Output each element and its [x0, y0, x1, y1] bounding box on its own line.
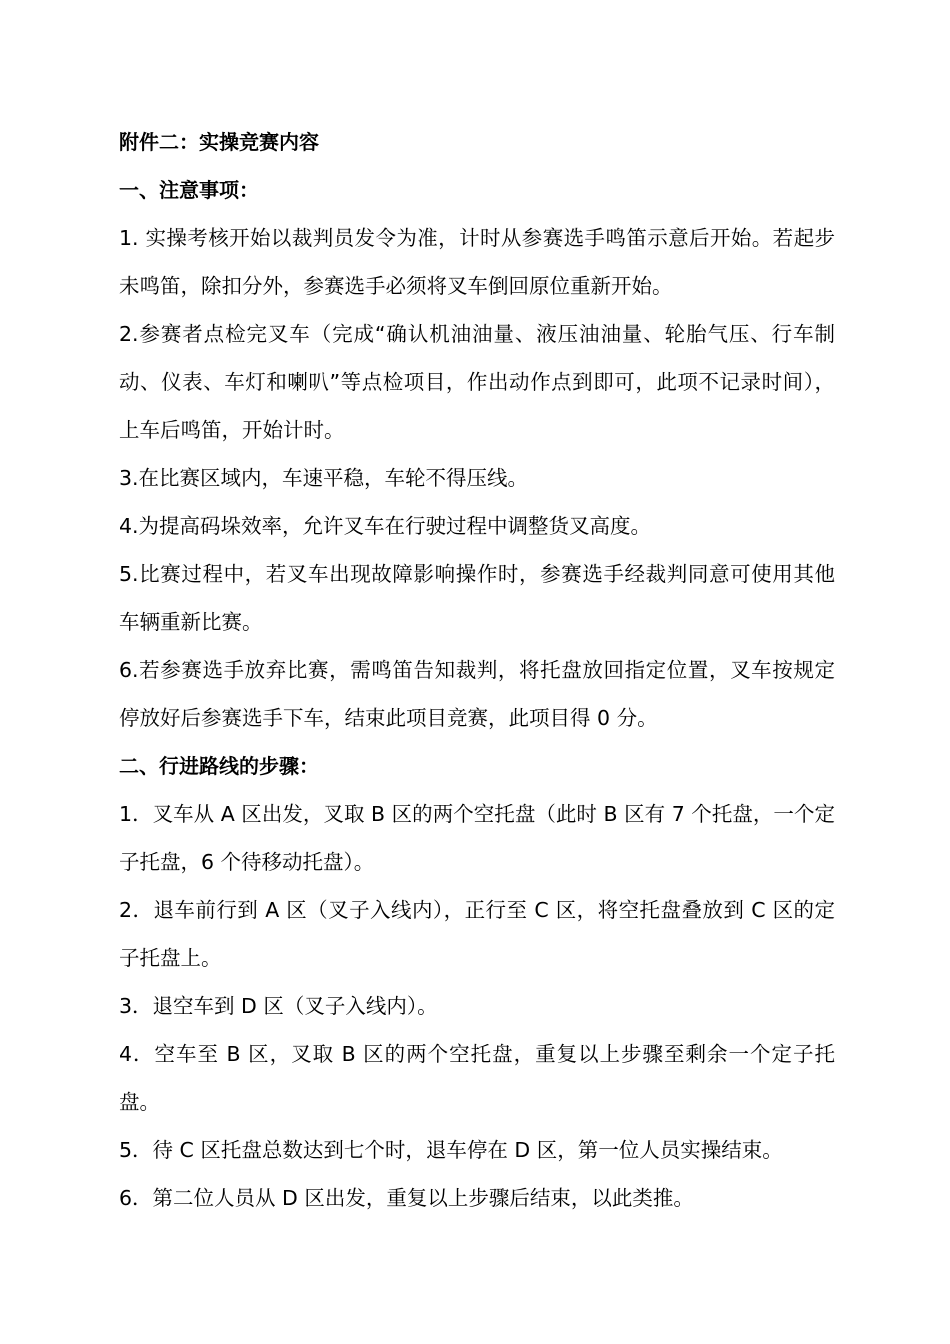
document-title: 附件二：实操竞赛内容 [119, 130, 319, 154]
route-step-4: 4．空车至 B 区，叉取 B 区的两个空托盘，重复以上步骤至剩余一个定子托盘。 [119, 1042, 835, 1114]
notes-item-5: 5.比赛过程中，若叉车出现故障影响操作时，参赛选手经裁判同意可使用其他车辆重新比赛。 [119, 562, 835, 634]
route-step-3: 3．退空车到 D 区（叉子入线内）。 [119, 994, 438, 1018]
route-step-1: 1．叉车从 A 区出发，叉取 B 区的两个空托盘（此时 B 区有 7 个托盘，一个定子托盘，6 个待移动托盘）。 [119, 802, 835, 874]
document-page [119, 118, 835, 1222]
notes-item-6: 6.若参赛选手放弃比赛，需鸣笛告知裁判，将托盘放回指定位置，叉车按规定停放好后参赛选手下车，结束此项目竞赛，此项目得 0 分。 [119, 658, 835, 730]
route-step-5: 5．待 C 区托盘总数达到七个时，退车停在 D 区，第一位人员实操结束。 [119, 1138, 783, 1162]
section-heading-route-steps: 二、行进路线的步骤： [119, 754, 319, 778]
notes-item-2: 2.参赛者点检完叉车（完成“确认机油油量、液压油油量、轮胎气压、行车制动、仪表、车灯和喇叭”等点检项目，作出动作点到即可，此项不记录时间），上车后鸣笛，开始计时。 [119, 322, 835, 442]
notes-item-1: 1. 实操考核开始以裁判员发令为准，计时从参赛选手鸣笛示意后开始。若起步未鸣笛，除扣分外，参赛选手必须将叉车倒回原位重新开始。 [119, 226, 835, 298]
notes-item-3: 3.在比赛区域内，车速平稳，车轮不得压线。 [119, 466, 529, 490]
section-heading-notes: 一、注意事项： [119, 178, 259, 202]
route-step-2: 2．退车前行到 A 区（叉子入线内），正行至 C 区，将空托盘叠放到 C 区的定子托盘上。 [119, 898, 835, 970]
route-step-6: 6．第二位人员从 D 区出发，重复以上步骤后结束，以此类推。 [119, 1186, 694, 1210]
notes-item-4: 4.为提高码垛效率，允许叉车在行驶过程中调整货叉高度。 [119, 514, 652, 538]
